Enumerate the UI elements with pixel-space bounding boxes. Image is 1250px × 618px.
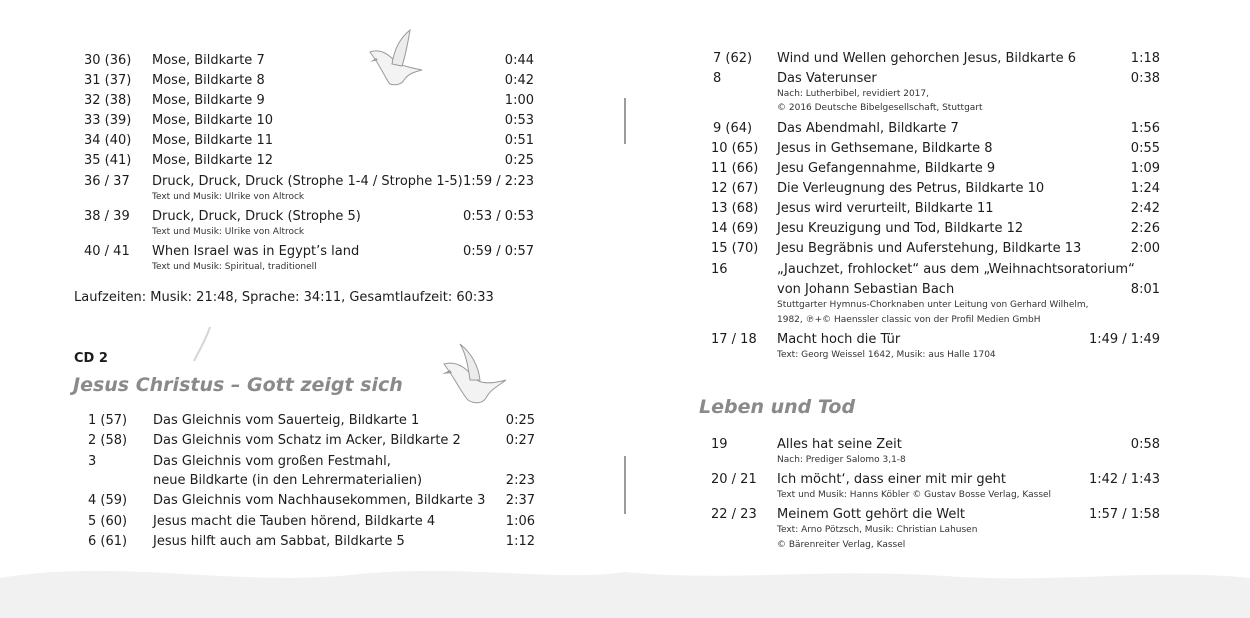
track-number: 11 (66): [711, 161, 759, 176]
track-number: 1 (57): [88, 413, 128, 428]
track-title: Jesus wird verurteilt, Bildkarte 11: [777, 201, 994, 216]
track-credit-line2: © Bärenreiter Verlag, Kassel: [777, 540, 906, 550]
track-number: 40 / 41: [84, 244, 130, 259]
track-duration: 1:24: [1130, 181, 1160, 196]
track-title: Das Gleichnis vom Schatz im Acker, Bildkarte 2: [153, 433, 461, 448]
track-duration: 2:26: [1130, 221, 1160, 236]
track-title: Alles hat seine Zeit: [777, 437, 902, 452]
track-duration: 1:00: [504, 93, 534, 108]
track-number: 33 (39): [84, 113, 132, 128]
track-number: 22 / 23: [711, 507, 757, 522]
track-title: Jesus in Gethsemane, Bildkarte 8: [777, 141, 993, 156]
section-heading: Leben und Tod: [699, 396, 856, 418]
track-credit: Nach: Prediger Salomo 3,1-8: [777, 455, 906, 465]
track-title: Das Abendmahl, Bildkarte 7: [777, 121, 959, 136]
track-title: Wind und Wellen gehorchen Jesus, Bildkarte 6: [777, 51, 1076, 66]
track-title: Mose, Bildkarte 12: [152, 153, 273, 168]
track-duration: 0:55: [1130, 141, 1160, 156]
track-duration: 1:12: [505, 534, 535, 549]
track-title: Ich möcht‘, dass einer mit mir geht: [777, 472, 1006, 487]
track-number: 15 (70): [711, 241, 759, 256]
track-duration: 0:44: [504, 53, 534, 68]
track-title-line2: neue Bildkarte (in den Lehrermaterialien): [153, 473, 423, 488]
track-number: 8: [713, 71, 722, 86]
track-title: Jesus macht die Tauben hörend, Bildkarte 4: [153, 514, 436, 529]
track-number: 35 (41): [84, 153, 132, 168]
track-number: 14 (69): [711, 221, 759, 236]
track-credit: Text und Musik: Ulrike von Altrock: [152, 227, 305, 237]
track-duration: 1:42 / 1:43: [1088, 472, 1160, 487]
track-duration: 0:53: [504, 113, 534, 128]
track-number: 32 (38): [84, 93, 132, 108]
track-title-line2: von Johann Sebastian Bach: [777, 282, 955, 297]
track-title: Mose, Bildkarte 11: [152, 133, 273, 148]
track-duration: 1:18: [1130, 51, 1160, 66]
track-credit: Stuttgarter Hymnus-Chorknaben unter Leitung von Gerhard Wilhelm,: [777, 300, 1089, 310]
track-title: Das Vaterunser: [777, 71, 877, 86]
track-duration: 1:56: [1130, 121, 1160, 136]
track-duration: 0:59 / 0:57: [462, 244, 534, 259]
track-title: Die Verleugnung des Petrus, Bildkarte 10: [777, 181, 1045, 196]
track-duration: 1:09: [1130, 161, 1160, 176]
track-title: Mose, Bildkarte 9: [152, 93, 265, 108]
dove-icon: [362, 26, 426, 90]
track-duration: 0:27: [505, 433, 535, 448]
track-title: Druck, Druck, Druck (Strophe 1-4 / Strophe 1-5): [152, 174, 463, 189]
track-number: 5 (60): [88, 514, 128, 529]
track-number: 9 (64): [713, 121, 753, 136]
track-number: 12 (67): [711, 181, 759, 196]
track-title: Das Gleichnis vom großen Festmahl,: [153, 454, 391, 469]
track-number: 36 / 37: [84, 174, 130, 189]
track-number: 4 (59): [88, 493, 128, 508]
track-title: Jesu Kreuzigung und Tod, Bildkarte 12: [777, 221, 1024, 236]
track-duration: 2:37: [505, 493, 535, 508]
track-duration: 1:06: [505, 514, 535, 529]
track-number: 17 / 18: [711, 332, 757, 347]
track-credit: Text und Musik: Hanns Köbler © Gustav Bosse Verlag, Kassel: [777, 490, 1052, 500]
track-credit: Text und Musik: Ulrike von Altrock: [152, 192, 305, 202]
track-title: Mose, Bildkarte 10: [152, 113, 273, 128]
track-title: Macht hoch die Tür: [777, 332, 901, 347]
track-number: 6 (61): [88, 534, 128, 549]
track-credit: Text: Georg Weissel 1642, Musik: aus Halle 1704: [777, 350, 996, 360]
track-duration: 1:57 / 1:58: [1088, 507, 1160, 522]
track-number: 13 (68): [711, 201, 759, 216]
track-number: 16: [711, 262, 728, 277]
track-duration: 0:38: [1130, 71, 1160, 86]
track-number: 2 (58): [88, 433, 128, 448]
track-title: Mose, Bildkarte 7: [152, 53, 265, 68]
dove-icon: [440, 340, 510, 408]
track-duration: 1:59 / 2:23: [462, 174, 534, 189]
track-duration: 0:58: [1130, 437, 1160, 452]
track-number: 31 (37): [84, 73, 132, 88]
cd-label: CD 2: [74, 351, 108, 366]
track-title: Druck, Druck, Druck (Strophe 5): [152, 209, 361, 224]
right-page: [625, 0, 1250, 618]
track-duration: 8:01: [1130, 282, 1160, 297]
section-heading: Jesus Christus – Gott zeigt sich: [73, 374, 403, 396]
track-number: 3: [88, 454, 97, 469]
track-duration: 2:00: [1130, 241, 1160, 256]
track-title: When Israel was in Egypt’s land: [152, 244, 360, 259]
track-credit: Text und Musik: Spiritual, traditionell: [152, 262, 317, 272]
track-duration: 0:53 / 0:53: [462, 209, 534, 224]
track-title: Meinem Gott gehört die Welt: [777, 507, 966, 522]
pencil-stroke: [619, 454, 631, 516]
track-credit: Nach: Lutherbibel, revidiert 2017,: [777, 89, 929, 99]
track-number: 38 / 39: [84, 209, 130, 224]
track-title: Das Gleichnis vom Nachhausekommen, Bildkarte 3: [153, 493, 486, 508]
track-credit-line2: © 2016 Deutsche Bibelgesellschaft, Stuttgart: [777, 103, 983, 113]
track-number: 30 (36): [84, 53, 132, 68]
track-title: Mose, Bildkarte 8: [152, 73, 265, 88]
track-title: „Jauchzet, frohlocket“ aus dem „Weihnachtsoratorium“: [777, 262, 1135, 277]
track-title: Jesu Begräbnis und Auferstehung, Bildkarte 13: [777, 241, 1082, 256]
track-title: Das Gleichnis vom Sauerteig, Bildkarte 1: [153, 413, 420, 428]
runtime-summary: Laufzeiten: Musik: 21:48, Sprache: 34:11, Gesamtlaufzeit: 60:33: [74, 290, 494, 305]
wave-decoration: [0, 538, 625, 618]
track-number: 20 / 21: [711, 472, 757, 487]
pencil-stroke: [619, 96, 631, 146]
track-duration: 0:25: [505, 413, 535, 428]
track-duration: 0:42: [504, 73, 534, 88]
track-duration: 0:25: [504, 153, 534, 168]
track-number: 7 (62): [713, 51, 753, 66]
track-credit-line2: 1982, ℗+© Haenssler classic von der Profil Medien GmbH: [777, 315, 1041, 325]
wave-decoration: [625, 538, 1250, 618]
track-duration: 0:51: [504, 133, 534, 148]
track-duration: 2:42: [1130, 201, 1160, 216]
track-credit: Text: Arno Pötzsch, Musik: Christian Lahusen: [777, 525, 978, 535]
pencil-stroke: [188, 325, 218, 365]
track-duration: 1:49 / 1:49: [1088, 332, 1160, 347]
track-number: 34 (40): [84, 133, 132, 148]
track-title: Jesus hilft auch am Sabbat, Bildkarte 5: [153, 534, 405, 549]
track-title: Jesu Gefangennahme, Bildkarte 9: [777, 161, 996, 176]
track-number: 10 (65): [711, 141, 759, 156]
track-number: 19: [711, 437, 728, 452]
track-duration: 2:23: [505, 473, 535, 488]
